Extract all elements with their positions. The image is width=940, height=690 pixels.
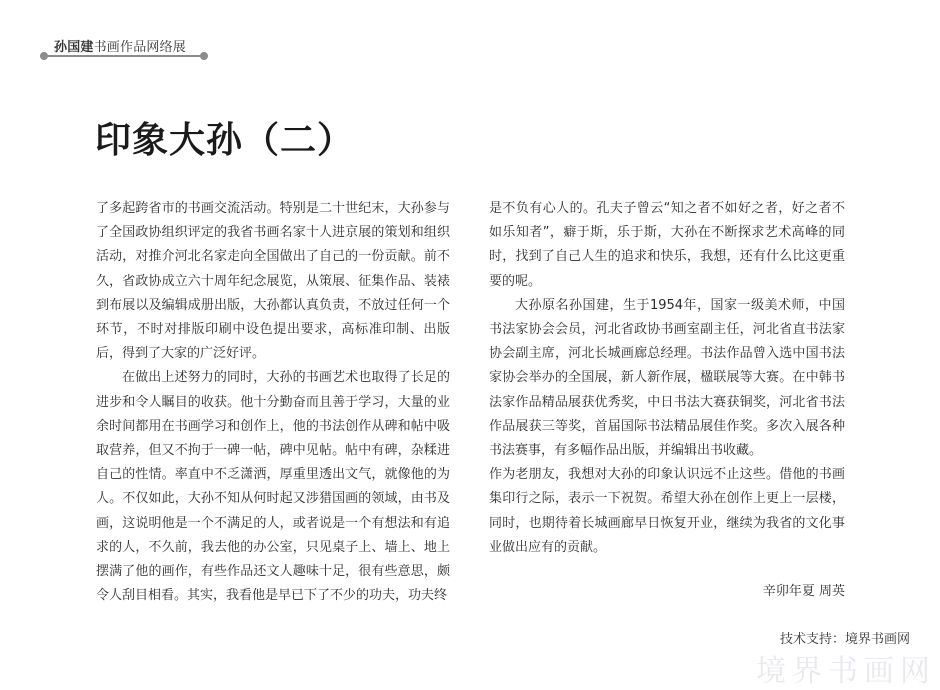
paragraph: 大孙原名孙国建，生于1954年，国家一级美术师，中国书法家协会会员，河北省政协书画室副主任，河北省直书法家协会副主席，河北长城画廊总经理。书法作品曾入选中国书法家协会举办的全国展，新人新作展，楹联展等大赛。在中韩书法家作品精品展获优秀奖，中日书法大赛获铜奖，河北省书法作品展获三等奖，首届国际书法精品展佳作奖。多次入展各种书法赛事，有多幅作品出版，并编辑出书收藏。 <box>489 297 845 459</box>
paragraph: 了多起跨省市的书画交流活动。特别是二十世纪末，大孙参与了全国政协组织评定的我省书画名家十人进京展的策划和组织活动，对推介河北名家走向全国做出了自己的一份贡献。前不久，省政协成立六十周年纪念展览，从策展、征集作品、装裱到布展以及编辑成册出版，大孙都认真负责，不放过任何一个环节，不时对排版印刷中设色提出要求，高标准印制、出版后，得到了大家的广泛好评。 <box>96 201 450 362</box>
site-watermark: 境界书画网 <box>756 654 936 689</box>
article-left-column <box>96 197 450 608</box>
paragraph: 是不负有心人的。孔夫子曾云“知之者不如好之者，好之者不如乐知者”，癖于斯，乐于斯，大孙在不断探求艺术高峰的同时，找到了自己人生的追求和快乐，我想，还有什么比这更重要的呢。 <box>489 201 845 289</box>
header-title <box>54 36 186 55</box>
paragraph: 在做出上述努力的同时，大孙的书画艺术也取得了长足的进步和令人瞩目的收获。他十分勤奋而且善于学习，大量的业余时间都用在书画学习和创作上，他的书法创作从碑和帖中吸取营养，但又不拘于一碑一帖，碑中见帖。帖中有碑，杂糅进自己的性情。率直中不乏潇洒，厚重里透出文气，就像他的为人。不仅如此，大孙不知从何时起又涉猎国画的领域，由书及画，这说明他是一个不满足的人，或者说是一个有想法和有追求的人，不久前，我去他的办公室，只见桌子上、墙上、地上摆满了他的画作，有些作品还文人趣味十足，很有些意思，颇令人刮目相看。其实，我看他是早已下了不少的功夫，功夫终 <box>96 370 450 604</box>
article-title: 印象大孙（二） <box>95 120 355 161</box>
article-right-column <box>489 197 845 560</box>
tech-support-credit: 技术支持：境界书画网 <box>779 632 910 647</box>
header-rule <box>45 55 203 57</box>
header-artist-name: 孙国建 <box>54 40 94 55</box>
paragraph: 作为老朋友，我想对大孙的印象认识远不止这些。借他的书画集印行之际，表示一下祝贺。希望大孙在创作上更上一层楼，同时，也期待着长城画廊早日恢复开业，继续为我省的文化事业做出应有的贡献。 <box>489 467 845 555</box>
header-rule-right-dot <box>200 52 208 60</box>
author-signature: 辛卯年夏 周英 <box>762 584 845 599</box>
header-subtitle: 书画作品网络展 <box>93 40 187 55</box>
page-header <box>40 34 208 64</box>
header-rule-left-dot <box>40 52 48 60</box>
